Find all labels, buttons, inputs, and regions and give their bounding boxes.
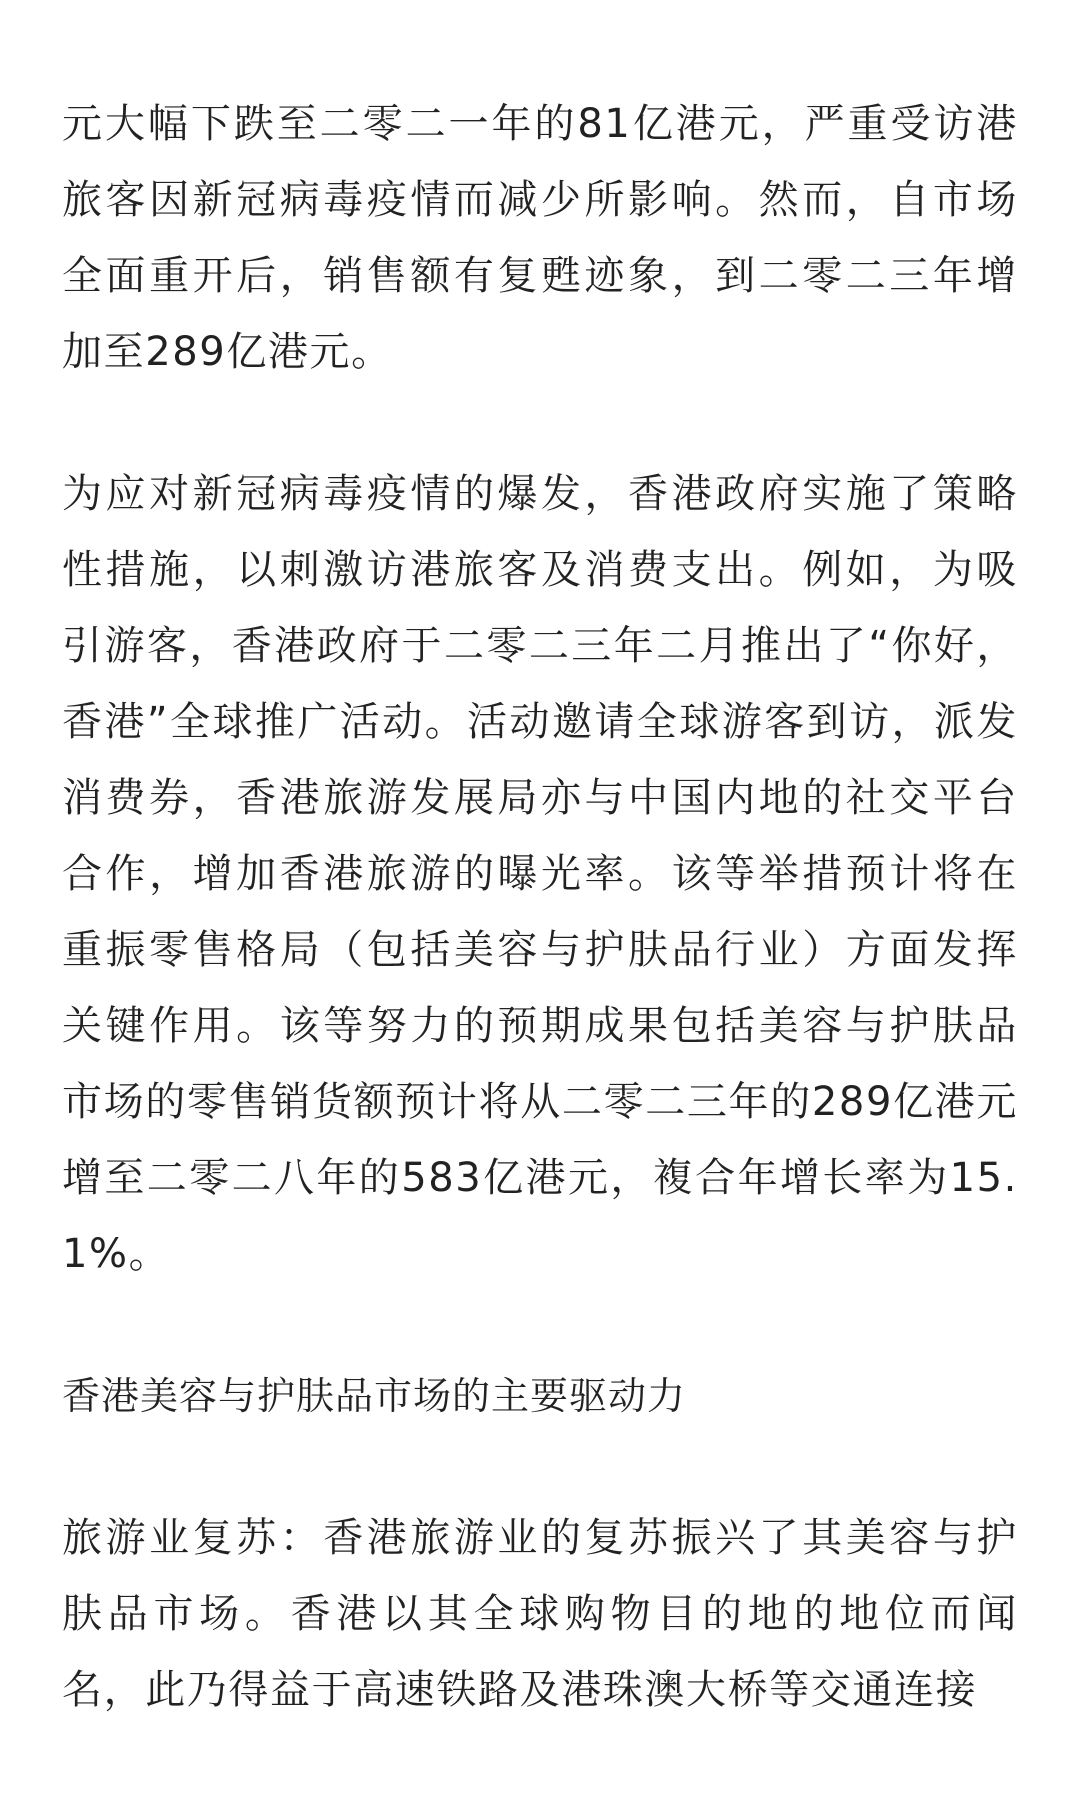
article-paragraph-2: 为应对新冠病毒疫情的爆发，香港政府实施了策略性措施，以刺激访港旅客及消费支出。例如，为吸引游客，香港政府于二零二三年二月推出了“你好，香港”全球推广活动。活动邀请全球游客到访，派发消费券，香港旅游发展局亦与中国内地的社交平台合作，增加香港旅游的曝光率。该等举措预计将在重振零售格局（包括美容与护肤品行业）方面发挥关键作用。该等努力的预期成果包括美容与护肤品市场的零售销货额预计将从二零二三年的289亿港元增至二零二八年的583亿港元，複合年增长率为15.1%。 (62, 471, 1018, 1277)
article-paragraph-3: 旅游业复苏：香港旅游业的复苏振兴了其美容与护肤品市场。香港以其全球购物目的地的地位而闻名，此乃得益于高速铁路及港珠澳大桥等交通连接 (62, 1515, 1018, 1713)
article-paragraph-1: 元大幅下跌至二零二一年的81亿港元，严重受访港旅客因新冠病毒疫情而减少所影响。然而，自市场全面重开后，销售额有复甦迹象，到二零二三年增加至289亿港元。 (62, 101, 1018, 375)
section-heading: 香港美容与护肤品市场的主要驱动力 (62, 1374, 687, 1418)
